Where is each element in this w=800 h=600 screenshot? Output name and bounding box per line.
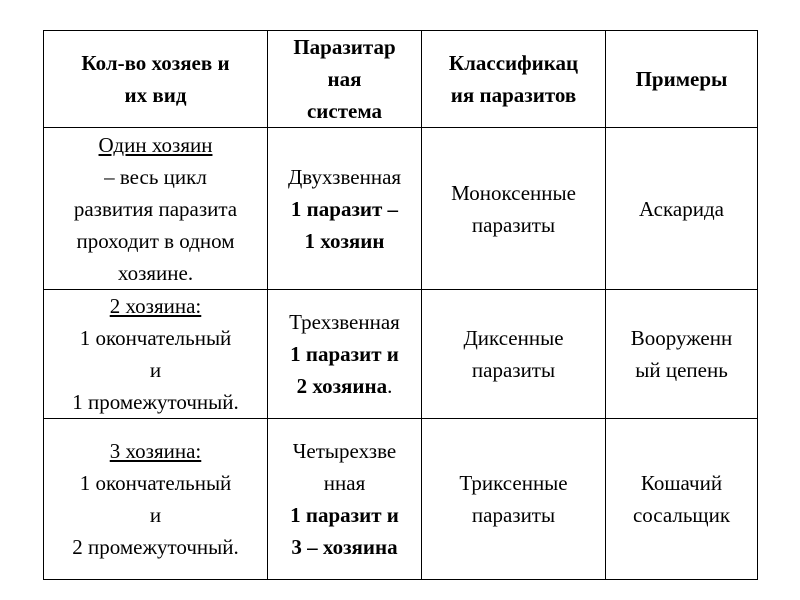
header-host-count-line: их вид <box>124 83 187 107</box>
system-formula-line: 1 паразит и <box>290 342 399 366</box>
header-host-count-line: Кол-во хозяев и <box>81 51 230 75</box>
hosts-desc-line: 1 окончательный <box>79 326 232 350</box>
system-formula-bold: 2 хозяина <box>296 374 388 398</box>
header-parasitic-system-line: система <box>306 99 383 123</box>
example-line: Аскарида <box>639 196 724 221</box>
table-row <box>44 419 758 580</box>
parasite-classification-table <box>43 30 758 580</box>
hosts-desc-line: развития паразита <box>73 196 238 221</box>
header-host-count <box>44 31 268 128</box>
hosts-desc-line: проходит в одном <box>76 228 235 253</box>
hosts-desc-line: 1 окончательный <box>79 471 232 495</box>
table-row <box>44 128 758 290</box>
hosts-desc-line: и <box>149 358 162 382</box>
system-name-line: нная <box>323 471 366 495</box>
hosts-title: Один хозяин <box>98 132 213 157</box>
hosts-title: 2 хозяина: <box>109 294 202 318</box>
header-examples-line: Примеры <box>635 67 728 91</box>
classification-line: Диксенные <box>463 326 564 350</box>
system-formula-line: 3 – хозяина <box>291 535 398 559</box>
examples-cell <box>606 290 758 419</box>
hosts-desc-line: и <box>149 503 162 527</box>
hosts-desc-line: 2 промежуточный. <box>72 535 239 559</box>
header-classification-line: ия паразитов <box>450 83 577 107</box>
classification-cell <box>422 419 606 580</box>
system-name-line: Четырехзве <box>292 439 397 463</box>
table-row <box>44 290 758 419</box>
classification-line: паразиты <box>471 212 556 237</box>
examples-cell <box>606 419 758 580</box>
classification-cell <box>422 290 606 419</box>
hosts-desc-line: хозяине. <box>117 260 194 285</box>
header-parasitic-system <box>268 31 422 128</box>
hosts-cell <box>44 290 268 419</box>
system-formula-tail: . <box>387 374 393 398</box>
system-cell <box>268 290 422 419</box>
system-name: Трехзвенная <box>289 310 400 334</box>
system-name: Двухзвенная <box>287 164 402 189</box>
hosts-desc-line: 1 промежуточный. <box>72 390 239 414</box>
example-line: ый цепень <box>635 358 728 382</box>
example-line: сосальщик <box>632 503 731 527</box>
system-formula-line: 1 хозяин <box>304 228 385 253</box>
hosts-cell <box>44 419 268 580</box>
system-formula-line: 1 паразит и <box>290 503 399 527</box>
hosts-title: 3 хозяина: <box>109 439 202 463</box>
system-formula-line <box>270 370 419 402</box>
header-classification-line: Классификац <box>448 51 579 75</box>
classification-line: паразиты <box>471 503 556 527</box>
examples-cell <box>606 128 758 290</box>
header-classification <box>422 31 606 128</box>
classification-cell <box>422 128 606 290</box>
header-parasitic-system-line: ная <box>327 67 362 91</box>
example-line: Вооруженн <box>630 326 733 350</box>
classification-line: паразиты <box>471 358 556 382</box>
classification-line: Триксенные <box>459 471 568 495</box>
system-formula-line: 1 паразит – <box>290 196 399 221</box>
example-line: Кошачий <box>640 471 723 495</box>
hosts-desc-line: – весь цикл <box>104 164 207 189</box>
header-examples <box>606 31 758 128</box>
system-cell <box>268 419 422 580</box>
hosts-cell <box>44 128 268 290</box>
header-row <box>44 31 758 128</box>
system-cell <box>268 128 422 290</box>
header-parasitic-system-line: Паразитар <box>293 35 396 59</box>
classification-line: Моноксенные <box>451 180 576 205</box>
